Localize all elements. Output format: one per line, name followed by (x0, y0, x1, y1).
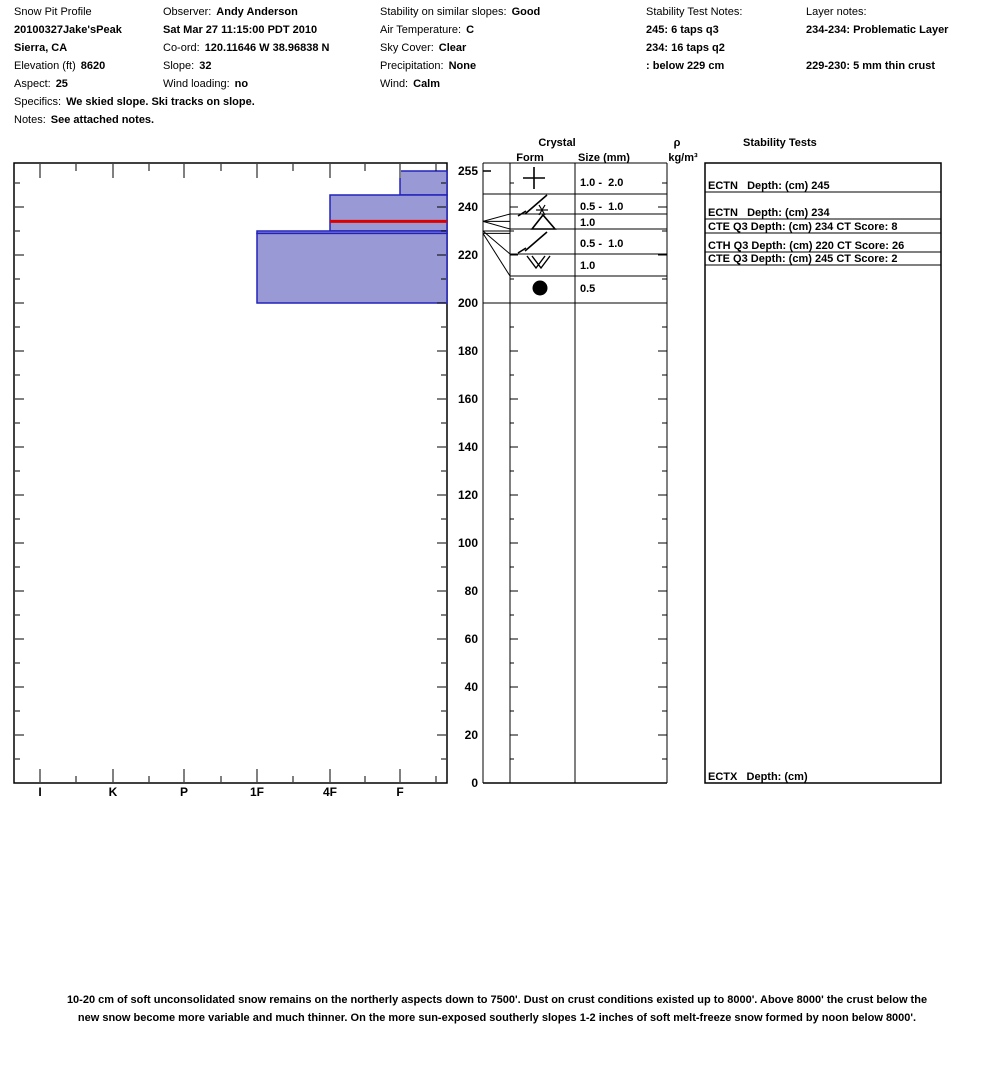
field-value: 245: 6 taps q3 (646, 24, 719, 36)
field-value: 32 (199, 60, 212, 72)
field-label: Stability on similar slopes: (380, 6, 507, 18)
field-value: Sat Mar 27 11:15:00 PDT 2010 (163, 24, 318, 36)
field-label: Wind: (380, 78, 409, 90)
depth-axis-label: 180 (457, 344, 478, 358)
size-header: Size (mm) (578, 152, 630, 164)
stability-test-entry: CTE Q3 Depth: (cm) 234 CT Score: 8 (708, 221, 898, 233)
field-value: 20100327Jake'sPeak (14, 24, 122, 36)
stability-test-entry: ECTX Depth: (cm) (708, 771, 808, 783)
crystal-size-value: 1.0 (580, 217, 596, 229)
field-label: Slope: (163, 60, 195, 72)
fan-leader-line (483, 214, 510, 221)
crystal-size-value: 0.5 - 1.0 (580, 238, 624, 250)
field-label: Stability Test Notes: (646, 6, 743, 18)
fan-leader-line (483, 233, 510, 276)
field-label: Elevation (ft) (14, 60, 76, 72)
rho-header: ρ (673, 137, 681, 149)
field-label: Layer notes: (806, 6, 867, 18)
field-value: Good (511, 6, 541, 18)
field-value: Clear (438, 42, 467, 54)
field-value: 234: 16 taps q2 (646, 42, 725, 54)
field-value: : below 229 cm (646, 60, 725, 72)
grain-slash-icon (525, 195, 547, 214)
field-value: Sierra, CA (14, 42, 68, 54)
stability-tests-header: Stability Tests (743, 137, 817, 149)
field-value: Calm (413, 78, 441, 90)
depth-axis-label: 220 (457, 248, 478, 262)
depth-axis-label: 40 (464, 680, 478, 694)
footer-note-line: new snow become more variable and much thinner. On the more sun-exposed southerly slopes 1-2 inches of soft melt-freeze snow formed by noon below 8000'. (77, 1012, 917, 1024)
field-label: Air Temperature: (380, 24, 462, 36)
depth-axis-label: 120 (457, 488, 478, 502)
hardness-axis-label: K (108, 785, 118, 799)
depth-axis-label: 100 (457, 536, 478, 550)
field-value: 25 (55, 78, 68, 90)
field-label: Precipitation: (380, 60, 444, 72)
field-value: 234-234: Problematic Layer (806, 24, 949, 36)
field-value: We skied slope. Ski tracks on slope. (66, 96, 255, 108)
snow-layer-bar (330, 195, 447, 231)
field-value: None (448, 60, 477, 72)
field-label: Aspect: (14, 78, 51, 90)
field-label: Observer: (163, 6, 212, 18)
field-value: 8620 (80, 60, 106, 72)
fan-leader-line (483, 231, 510, 254)
stability-test-entry: CTE Q3 Depth: (cm) 245 CT Score: 2 (708, 253, 898, 265)
snow-layer-bar (257, 233, 447, 303)
field-value: Andy Anderson (216, 6, 298, 18)
footer-notes (0, 991, 994, 1027)
grain-slash-icon (525, 232, 547, 251)
depth-axis-label: 20 (464, 728, 478, 742)
depth-axis-label: 80 (464, 584, 478, 598)
depth-axis-label: 240 (457, 200, 478, 214)
field-label: Snow Pit Profile (14, 6, 92, 18)
grain-circle-icon (533, 281, 548, 296)
depth-axis-label: 0 (471, 776, 478, 790)
stability-test-entry: ECTN Depth: (cm) 234 (708, 207, 830, 219)
fan-leader-line (483, 221, 510, 229)
form-header: Form (516, 152, 544, 164)
field-value: 120.11646 W 38.96838 N (204, 42, 330, 54)
field-label: Wind loading: (163, 78, 230, 90)
depth-axis-label: 160 (457, 392, 478, 406)
field-value: no (234, 78, 249, 90)
hardness-axis-label: 4F (322, 785, 338, 799)
hardness-axis-label: P (179, 785, 189, 799)
grain-triangle-icon (532, 215, 555, 229)
field-label: Notes: (14, 114, 46, 126)
hardness-axis-label: F (396, 785, 404, 799)
field-value: 229-230: 5 mm thin crust (806, 60, 935, 72)
stability-test-entry: ECTN Depth: (cm) 245 (708, 180, 830, 192)
field-value: C (466, 24, 475, 36)
footer-note-line: 10-20 cm of soft unconsolidated snow remains on the northerly aspects down to 7500'. Dust on crust conditions existed up to 8000'. Above 8000' the crust below the (66, 994, 928, 1006)
crystal-size-value: 0.5 - 1.0 (580, 201, 624, 213)
stability-test-entry: CTH Q3 Depth: (cm) 220 CT Score: 26 (708, 240, 905, 252)
crystal-size-value: 1.0 - 2.0 (580, 177, 624, 189)
hardness-axis-label: I (38, 785, 42, 799)
field-label: Sky Cover: (380, 42, 434, 54)
hardness-axis-label: 1F (249, 785, 265, 799)
crystal-header: Crystal (538, 137, 576, 149)
crystal-size-value: 1.0 (580, 260, 596, 272)
snow-layer-bar (400, 171, 447, 195)
depth-axis-label: 255 (457, 164, 478, 178)
rho-units-header: kg/m³ (668, 152, 698, 164)
field-label: Specifics: (14, 96, 62, 108)
crystal-size-value: 0.5 (580, 283, 596, 295)
depth-axis-label: 140 (457, 440, 478, 454)
depth-axis-label: 60 (464, 632, 478, 646)
field-value: See attached notes. (50, 114, 155, 126)
depth-axis-label: 200 (457, 296, 478, 310)
field-label: Co-ord: (163, 42, 200, 54)
